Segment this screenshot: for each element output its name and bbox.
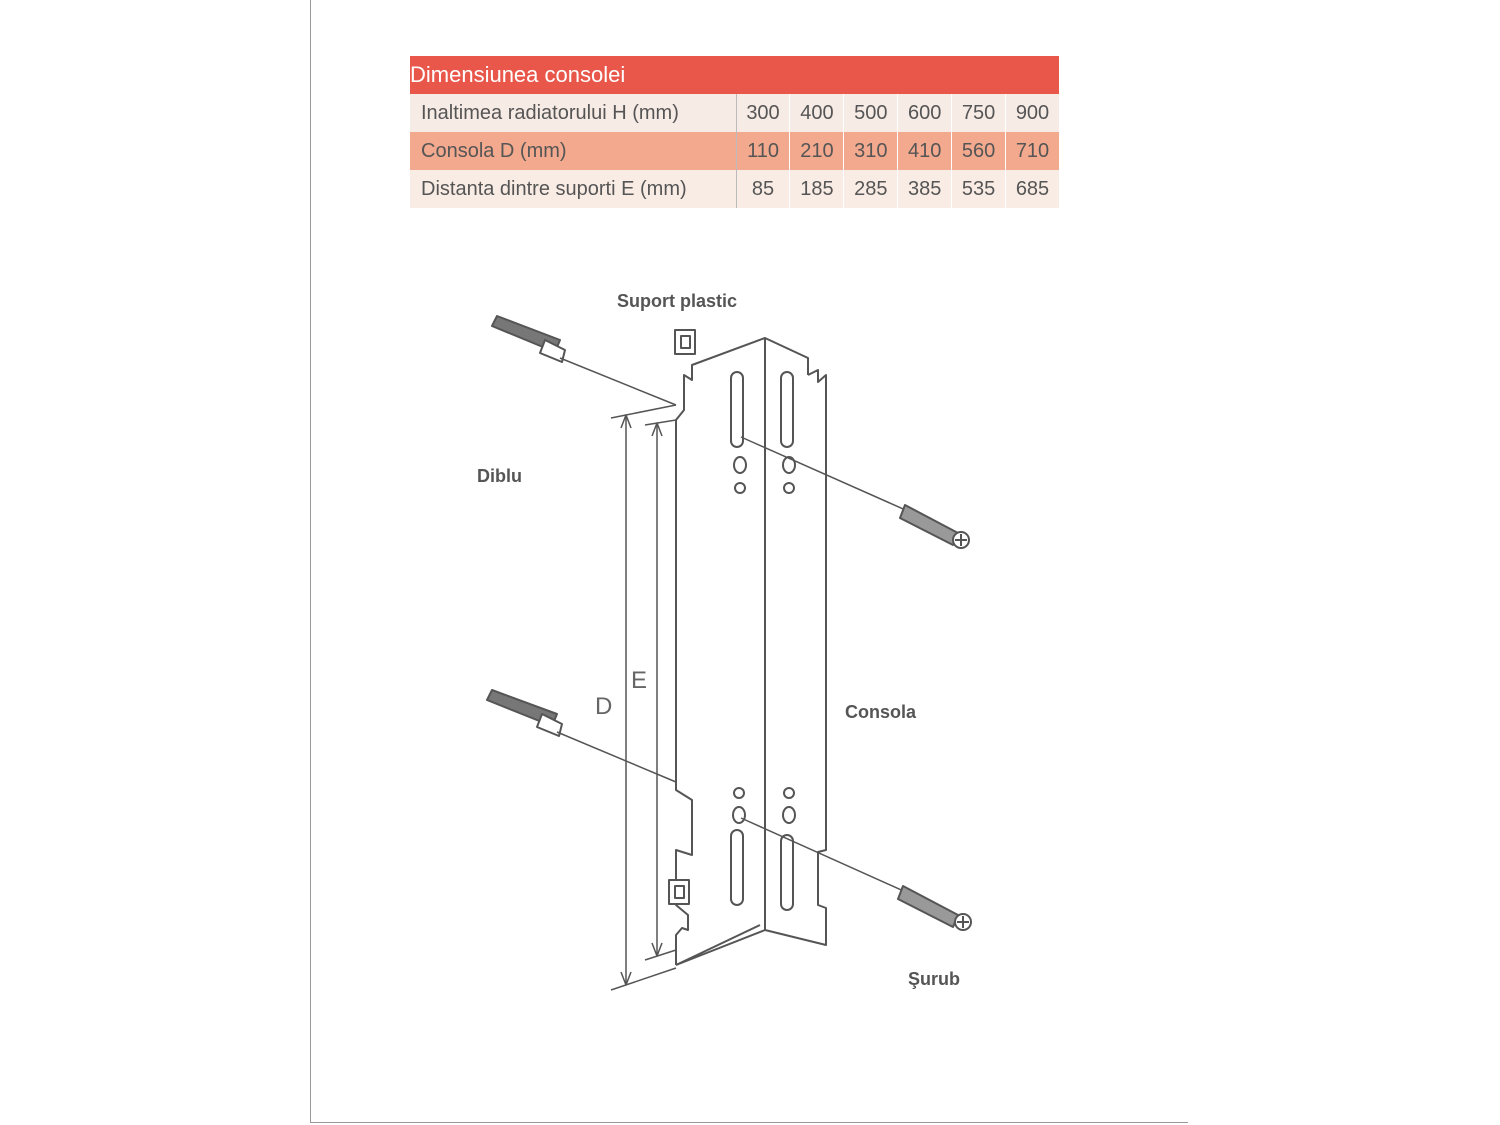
table-cell: 385 bbox=[898, 170, 952, 208]
row-label: Distanta dintre suporti E (mm) bbox=[410, 170, 736, 208]
label-surub: Şurub bbox=[908, 969, 960, 989]
table-cell: 110 bbox=[736, 132, 790, 170]
table-cell: 310 bbox=[844, 132, 898, 170]
table-cell: 500 bbox=[844, 94, 898, 132]
table-cell: 300 bbox=[736, 94, 790, 132]
bracket-drawing bbox=[676, 338, 826, 965]
table-cell: 400 bbox=[790, 94, 844, 132]
table-cell: 185 bbox=[790, 170, 844, 208]
dowel-bottom bbox=[487, 690, 676, 782]
screw-bottom bbox=[741, 818, 971, 930]
table-cell: 210 bbox=[790, 132, 844, 170]
dimension-d bbox=[611, 405, 676, 990]
plastic-support-top bbox=[675, 330, 695, 354]
label-consola: Consola bbox=[845, 702, 917, 722]
label-dimension-e: E bbox=[631, 667, 648, 694]
table-cell: 560 bbox=[952, 132, 1006, 170]
label-dimension-d: D bbox=[595, 693, 613, 720]
table-cell: 710 bbox=[1006, 132, 1060, 170]
table-cell: 410 bbox=[898, 132, 952, 170]
table-cell: 85 bbox=[736, 170, 790, 208]
row-label: Consola D (mm) bbox=[410, 132, 736, 170]
table-cell: 750 bbox=[952, 94, 1006, 132]
table-cell: 900 bbox=[1006, 94, 1060, 132]
screw-top bbox=[741, 437, 969, 548]
table-cell: 600 bbox=[898, 94, 952, 132]
row-label: Inaltimea radiatorului H (mm) bbox=[410, 94, 736, 132]
table-title: Dimensiunea consolei bbox=[410, 56, 1060, 94]
table-cell: 535 bbox=[952, 170, 1006, 208]
dowel-top bbox=[492, 316, 676, 405]
label-diblu: Diblu bbox=[477, 466, 522, 486]
label-suport-plastic: Suport plastic bbox=[617, 291, 738, 311]
plastic-support-bottom bbox=[669, 880, 689, 904]
table-cell: 285 bbox=[844, 170, 898, 208]
table-cell: 685 bbox=[1006, 170, 1060, 208]
